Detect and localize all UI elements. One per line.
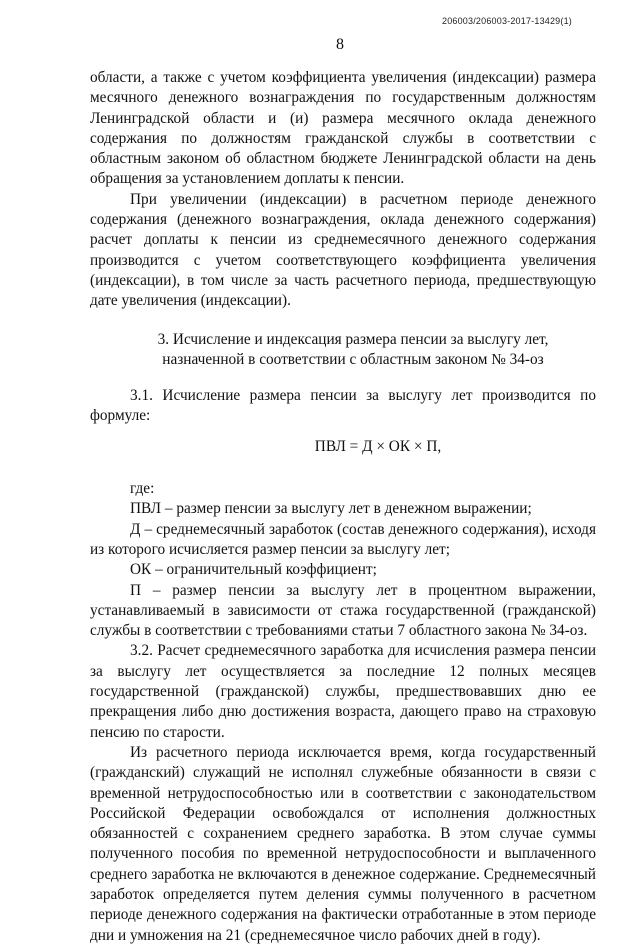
paragraph-3-2: 3.2. Расчет среднемесячного заработка для исчисления размера пенсии за выслугу лет осуществляется за последние 12 полных месяцев государственной (гражданской) службы, предшествовавших дню ее прекращения либо дню достижения возраста, дающего право на страховую пенсию по старости. bbox=[90, 642, 596, 741]
definition-d: Д – среднемесячный заработок (состав денежного содержания), исходя из которого исчисляется размер пенсии за выслугу лет; bbox=[90, 520, 596, 558]
where-label: где: bbox=[130, 480, 155, 498]
definition-p: П – размер пенсии за выслугу лет в процентном выражении, устанавливаемый в зависимости от стажа государственной (гражданской) службы в соответствии с требованиями статьи 7 областного закона № 34-оз. bbox=[90, 581, 596, 640]
paragraph-exclusions: Из расчетного периода исключается время, когда государственный (гражданский) служащий не исполнял служебные обязанности в связи с временной нетрудоспособностью или в соответствии с законодательством Российской Федерации освобождался от исполнения должностных обязанностей с сохранением среднего заработка. В этом случае суммы полученного пособия по временной нетрудоспособности и выплаченного среднего заработка не включаются в денежное содержание. Среднемесячный заработок определяется путем деления суммы полученного в расчетном периоде денежного содержания на фактически отработанные в этом периоде дни и умножения на 21 (среднемесячное число рабочих дней в году). bbox=[90, 743, 596, 944]
paragraph-3-1: 3.1. Исчисление размера пенсии за выслугу лет производится по формуле: bbox=[90, 387, 596, 425]
definition-pvl: ПВЛ – размер пенсии за выслугу лет в денежном выражении; bbox=[130, 500, 532, 518]
pension-formula: ПВЛ = Д × ОК × П, bbox=[314, 437, 442, 455]
section-3-heading-line1: 3. Исчисление и индексация размера пенсии за выслугу лет, bbox=[157, 330, 549, 348]
page-number: 8 bbox=[336, 36, 344, 53]
paragraph-indexation: При увеличении (индексации) в расчетном периоде денежного содержания (денежного вознаграждения, оклада денежного содержания) расчет доплаты к пенсии из среднемесячного денежного содержания производится с учетом соответствующего коэффициента увеличения (индексации), в том числе за часть расчетного периода, предшествующую дате увеличения (индексации). bbox=[90, 190, 596, 310]
section-3-heading-line2: назначенной в соответствии с областным законом № 34-оз bbox=[162, 350, 544, 368]
document-id: 206003/206003-2017-13429(1) bbox=[441, 16, 572, 26]
paragraph-continuation: области, а также с учетом коэффициента увеличения (индексации) размера месячного денежного вознаграждения по государственным должностям Ленинградской области и (и) размера месячного оклада денежного содержания по должностям гражданской службы в соответствии с областным законом об областном бюджете Ленинградской области на день обращения за установлением доплаты к пенсии. bbox=[90, 69, 596, 188]
document-body bbox=[90, 68, 596, 946]
definition-ok: ОК – ограничительный коэффициент; bbox=[130, 561, 377, 579]
section-3-heading bbox=[90, 330, 596, 371]
